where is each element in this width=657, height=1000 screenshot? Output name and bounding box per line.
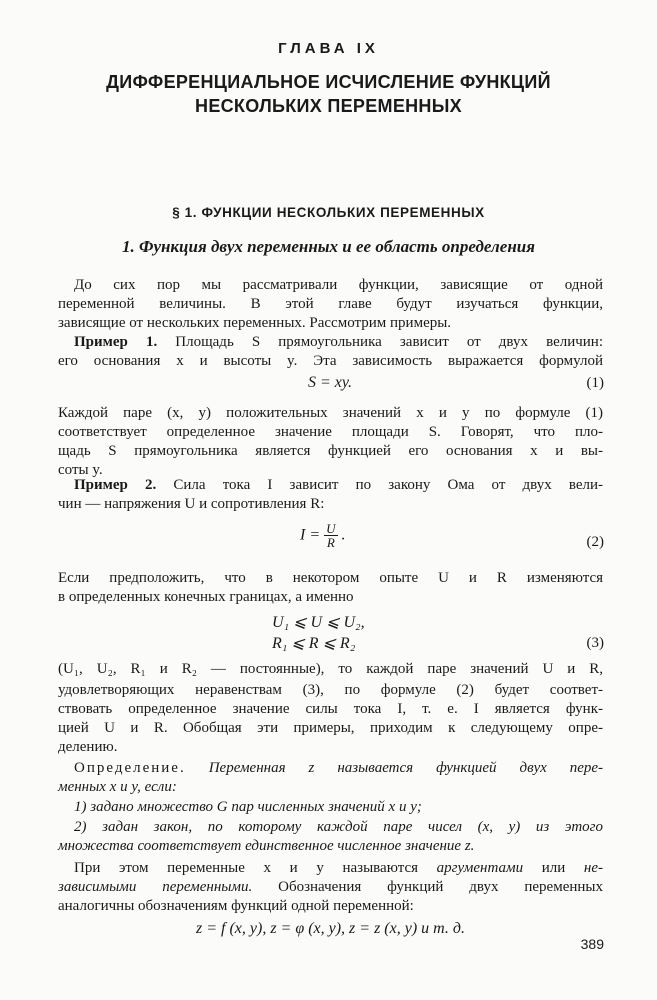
para-last-text-2b: Обозначения функций двух переменных (278, 879, 603, 895)
example2-tail-line-5: делению. (58, 739, 118, 755)
example1-line-1 (74, 333, 603, 351)
example2-text-1: Сила тока I зависит по закону Ома от двух вели- (173, 477, 603, 493)
formula-1: S = xy. (307, 374, 353, 391)
section-title: § 1. ФУНКЦИИ НЕСКОЛЬКИХ ПЕРЕМЕННЫХ (172, 205, 485, 220)
para1-line-1: До сих пор мы рассматривали функции, зависящие от одной (74, 277, 603, 293)
para1-line-2: переменной величины. В этой главе будут изучаться функции, (58, 296, 603, 312)
para-last-line-1 (74, 859, 603, 877)
example1-after-line-2: соответствует определенное значение площади S. Говорят, что пло- (58, 424, 603, 440)
example2-tail-line-1: (U₁, U₂, R₁ и R₂ — постоянные), то каждой паре значений U и R, (58, 661, 603, 677)
inequality-2: R₁ ⩽ R ⩽ R₂ (272, 635, 356, 652)
formula-2-fraction (324, 522, 337, 550)
example2-tail-line-2: удовлетворяющих неравенствам (3), по формуле (2) будет соответ- (58, 682, 603, 698)
para-last-text-1a: При этом переменные x и y называются (74, 860, 419, 876)
example2-after-line-2: в определенных конечных границах, а именно (58, 589, 354, 605)
example2-line-1 (74, 476, 603, 494)
equation-number-2: (2) (586, 534, 604, 550)
equation-number-1: (1) (586, 375, 604, 391)
example1-line-2: его основания x и высоты y. Эта зависимость выражается формулой (58, 353, 603, 369)
example1-label: Пример 1. (74, 334, 158, 350)
page-number: 389 (580, 936, 604, 952)
para1-line-3: зависящие от нескольких переменных. Рассмотрим примеры. (58, 315, 452, 331)
para-last-line-2 (58, 878, 603, 896)
para-last-term-independent: зависимыми переменными. (58, 879, 253, 895)
definition-item-1: 1) задано множество G пар численных значений x и y; (74, 799, 422, 815)
definition-label: Определение. (74, 760, 186, 776)
definition-item-2-line-2: множества соответствует единственное численное значение z. (58, 838, 475, 854)
definition-line-1 (74, 759, 603, 777)
example1-after-line-1: Каждой паре (x, y) положительных значений x и y по формуле (1) (58, 405, 603, 421)
chapter-title-line-1: ДИФФЕРЕНЦИАЛЬНОЕ ИСЧИСЛЕНИЕ ФУНКЦИЙ (106, 72, 551, 92)
para-last-text-1d: не- (583, 860, 604, 876)
para-last-line-3: аналогичны обозначениям функций одной переменной: (58, 898, 414, 914)
para-last-term-arguments: аргументами (436, 860, 524, 876)
definition-item-2-line-1: 2) задан закон, по которому каждой паре чисел (x, y) из этого (74, 819, 603, 835)
formula-2-lhs: I = (300, 526, 321, 544)
example2-tail-line-3: ствовать определенное значение силы тока I, т. е. I является функ- (58, 701, 603, 717)
formula-2-end: . (341, 526, 346, 544)
subsection-title: 1. Функция двух переменных и ее область определения (122, 237, 535, 256)
example2-tail-line-4: цией U и R. Обобщая эти примеры, приходим к следующему опре- (58, 720, 603, 736)
example2-label: Пример 2. (74, 477, 157, 493)
chapter-title-line-2: НЕСКОЛЬКИХ ПЕРЕМЕННЫХ (195, 96, 462, 116)
formula-functions: z = f (x, y), z = φ (x, y), z = z (x, y) и т. д. (195, 920, 465, 937)
para-last-text-1c: или (541, 860, 566, 876)
example2-after-line-1: Если предположить, что в некотором опыте U и R изменяются (58, 570, 603, 586)
definition-text-1: Переменная z называется функцией двух пере- (208, 760, 604, 776)
definition-line-2: менных x и y, если: (58, 779, 177, 795)
formula-2-denominator: R (326, 535, 335, 550)
example1-after-line-4: соты y. (58, 462, 103, 478)
equation-number-3: (3) (586, 635, 604, 651)
formula-2-numerator: U (326, 521, 336, 536)
chapter-label: ГЛАВА IX (278, 40, 379, 57)
example1-text-1: Площадь S прямоугольника зависит от двух величин: (175, 334, 604, 350)
example1-after-line-3: щадь S прямоугольника является функцией его основания x и вы- (58, 443, 603, 459)
inequality-1: U₁ ⩽ U ⩽ U₂, (272, 614, 365, 631)
formula-2 (300, 522, 346, 550)
example2-line-2: чин — напряжения U и сопротивления R: (58, 496, 325, 512)
